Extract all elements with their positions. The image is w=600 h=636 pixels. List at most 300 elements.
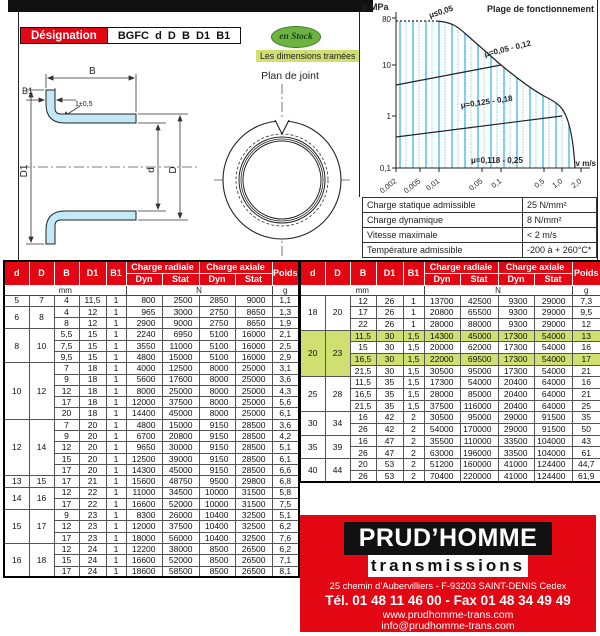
table-cell: 9150 bbox=[199, 419, 235, 430]
plan-de-joint-label: Plan de joint bbox=[261, 70, 319, 82]
cell-d: 18 bbox=[300, 295, 325, 330]
cell-D: 7 bbox=[29, 295, 54, 306]
col-header-dyn: Dyn bbox=[199, 273, 235, 285]
table-cell: 26 bbox=[376, 318, 403, 330]
table-cell: 1 bbox=[106, 521, 126, 532]
col-header-poids: Poids bbox=[572, 261, 600, 285]
table-cell: 16,5 bbox=[350, 389, 376, 401]
table-row bbox=[4, 306, 299, 317]
in-stock-badge: en Stock bbox=[271, 26, 321, 48]
x-tick: 0,01 bbox=[424, 176, 442, 193]
table-cell: 20 bbox=[79, 419, 106, 430]
table-cell: 69500 bbox=[460, 353, 498, 365]
table-cell: 9 bbox=[54, 431, 79, 442]
table-cell: 2850 bbox=[199, 295, 235, 306]
table-cell: 12 bbox=[54, 487, 79, 498]
table-cell: 12500 bbox=[126, 453, 162, 464]
table-cell: 8500 bbox=[199, 566, 235, 577]
table-cell: 1 bbox=[106, 374, 126, 385]
table-cell: 88000 bbox=[460, 318, 498, 330]
table-cell: 64000 bbox=[534, 400, 572, 412]
table-cell: 16 bbox=[350, 435, 376, 447]
table-cell: 1 bbox=[106, 385, 126, 396]
table-cell: 12000 bbox=[126, 397, 162, 408]
table-cell: 2 bbox=[403, 459, 424, 471]
cell-D: 17 bbox=[29, 510, 54, 544]
table-cell: 6,6 bbox=[272, 464, 299, 475]
table-cell: 9000 bbox=[162, 318, 199, 329]
table-cell: 5,1 bbox=[272, 442, 299, 453]
table-cell: 9150 bbox=[199, 431, 235, 442]
table-cell: 7,5 bbox=[54, 340, 79, 351]
cross-section-drawing bbox=[18, 62, 213, 258]
chart-ylabel: p MPa bbox=[362, 2, 389, 12]
table-cell: 1 bbox=[106, 318, 126, 329]
cell-d: 13 bbox=[4, 476, 29, 487]
table-cell: 11,5 bbox=[350, 330, 376, 342]
table-cell: 25 bbox=[572, 400, 600, 412]
condition-label: Vitesse maximale bbox=[363, 228, 523, 243]
brand-name: PRUD’HOMME bbox=[344, 522, 552, 555]
table-cell: 17300 bbox=[498, 353, 534, 365]
table-cell: 3000 bbox=[162, 306, 199, 317]
units-g: g bbox=[572, 285, 600, 295]
table-cell: 12 bbox=[54, 385, 79, 396]
table-cell: 65500 bbox=[460, 307, 498, 319]
table-cell: 14400 bbox=[126, 408, 162, 419]
dim-note: 1±0,5 bbox=[75, 101, 93, 108]
table-cell: 16 bbox=[572, 342, 600, 354]
table-cell: 35 bbox=[376, 389, 403, 401]
table-row bbox=[4, 329, 299, 340]
table-cell: 6,2 bbox=[272, 544, 299, 555]
cell-D: 23 bbox=[325, 330, 350, 377]
table-cell: 9150 bbox=[199, 453, 235, 464]
col-header-D1: D1 bbox=[376, 261, 403, 285]
table-cell: 8000 bbox=[199, 385, 235, 396]
table-cell: 2500 bbox=[162, 295, 199, 306]
table-cell: 2900 bbox=[126, 318, 162, 329]
table-cell: 21,5 bbox=[350, 365, 376, 377]
x-tick: 0,005 bbox=[401, 176, 423, 196]
col-header-d: d bbox=[4, 261, 29, 285]
table-cell: 23 bbox=[79, 510, 106, 521]
dim-B: B bbox=[89, 66, 96, 77]
table-cell: 8650 bbox=[235, 318, 272, 329]
col-header-stat: Stat bbox=[460, 273, 498, 285]
table-cell: 5100 bbox=[199, 340, 235, 351]
table-cell: 26500 bbox=[235, 544, 272, 555]
table-cell: 12 bbox=[54, 544, 79, 555]
table-cell: 24 bbox=[79, 544, 106, 555]
table-cell: 20400 bbox=[498, 400, 534, 412]
table-cell: 17300 bbox=[498, 365, 534, 377]
condition-label: Température admissible bbox=[363, 243, 523, 258]
table-cell: 18 bbox=[79, 397, 106, 408]
table-cell: 10400 bbox=[199, 510, 235, 521]
table-cell: 2,5 bbox=[272, 340, 299, 351]
table-cell: 6,1 bbox=[272, 453, 299, 464]
chart-xlabel: v m/s bbox=[575, 159, 596, 168]
table-cell: 1,5 bbox=[403, 377, 424, 389]
table-cell: 20 bbox=[79, 453, 106, 464]
col-header-stat: Stat bbox=[162, 273, 199, 285]
pv-chart bbox=[358, 0, 598, 197]
dim-d: d bbox=[146, 167, 157, 173]
table-cell: 18 bbox=[79, 374, 106, 385]
cell-d: 15 bbox=[4, 510, 29, 544]
x-tick: 0,002 bbox=[377, 176, 399, 196]
col-header-charge-radiale: Charge radiale bbox=[424, 261, 498, 273]
table-cell: 29000 bbox=[534, 318, 572, 330]
table-cell: 5100 bbox=[199, 351, 235, 362]
table-cell: 2750 bbox=[199, 318, 235, 329]
table-cell: 45000 bbox=[162, 408, 199, 419]
col-header-B: B bbox=[350, 261, 376, 285]
table-cell: 9,5 bbox=[572, 307, 600, 319]
table-cell: 4800 bbox=[126, 351, 162, 362]
table-cell: 1 bbox=[106, 340, 126, 351]
table-cell: 1,5 bbox=[403, 342, 424, 354]
table-cell: 12500 bbox=[162, 363, 199, 374]
y-tick: 10 bbox=[382, 61, 391, 70]
table-row bbox=[4, 476, 299, 487]
table-cell: 15 bbox=[54, 555, 79, 566]
table-cell: 29000 bbox=[534, 307, 572, 319]
cell-d: 20 bbox=[300, 330, 325, 377]
table-cell: 1 bbox=[403, 307, 424, 319]
table-cell: 15600 bbox=[126, 476, 162, 487]
table-cell: 8000 bbox=[126, 385, 162, 396]
table-cell: 16600 bbox=[126, 555, 162, 566]
table-cell: 2240 bbox=[126, 329, 162, 340]
cell-d: 30 bbox=[300, 412, 325, 435]
table-row bbox=[363, 243, 597, 258]
top-banner bbox=[8, 0, 373, 12]
condition-label: Charge statique admissible bbox=[363, 198, 523, 213]
table-cell: 6,8 bbox=[272, 476, 299, 487]
table-cell: 9300 bbox=[498, 295, 534, 307]
table-cell: 6700 bbox=[126, 431, 162, 442]
table-cell: 44,7 bbox=[572, 459, 600, 471]
table-cell: 41000 bbox=[498, 470, 534, 482]
table-row bbox=[300, 330, 600, 342]
table-cell: 9300 bbox=[498, 307, 534, 319]
table-cell: 47 bbox=[376, 447, 403, 459]
table-cell: 4800 bbox=[126, 419, 162, 430]
table-cell: 196000 bbox=[460, 447, 498, 459]
cell-D: 10 bbox=[29, 329, 54, 363]
table-cell: 11000 bbox=[126, 487, 162, 498]
table-cell: 25000 bbox=[235, 397, 272, 408]
table-cell: 33500 bbox=[498, 435, 534, 447]
dim-B1: B1 bbox=[22, 86, 34, 96]
mu-label-3: μ=0,125 - 0,18 bbox=[460, 93, 514, 110]
table-cell: 34500 bbox=[162, 487, 199, 498]
table-row bbox=[363, 213, 597, 228]
table-row bbox=[300, 459, 600, 471]
table-cell: 6,1 bbox=[272, 408, 299, 419]
table-cell: 21,5 bbox=[350, 400, 376, 412]
table-cell: 54000 bbox=[534, 342, 572, 354]
table-cell: 20800 bbox=[162, 431, 199, 442]
table-cell: 52000 bbox=[162, 555, 199, 566]
table-cell: 28500 bbox=[235, 464, 272, 475]
table-cell: 62000 bbox=[460, 342, 498, 354]
table-cell: 95000 bbox=[460, 412, 498, 424]
dimension-table-left bbox=[3, 260, 300, 578]
table-cell: 16600 bbox=[126, 498, 162, 509]
table-cell: 9150 bbox=[199, 442, 235, 453]
table-cell: 28500 bbox=[235, 419, 272, 430]
table-cell: 25000 bbox=[235, 385, 272, 396]
table-cell: 35 bbox=[572, 412, 600, 424]
col-header-charge-radiale: Charge radiale bbox=[126, 261, 199, 273]
table-cell: 12000 bbox=[126, 521, 162, 532]
table-cell: 23 bbox=[79, 532, 106, 543]
table-cell: 15 bbox=[79, 329, 106, 340]
table-cell: 9 bbox=[54, 374, 79, 385]
units-g: g bbox=[272, 285, 299, 295]
table-cell: 42 bbox=[376, 412, 403, 424]
table-cell: 45000 bbox=[162, 464, 199, 475]
table-cell: 48750 bbox=[162, 476, 199, 487]
table-cell: 1 bbox=[106, 487, 126, 498]
brand-subtitle: transmissions bbox=[368, 555, 528, 577]
table-cell: 30500 bbox=[424, 365, 460, 377]
table-cell: 965 bbox=[126, 306, 162, 317]
table-cell: 9650 bbox=[126, 442, 162, 453]
table-cell: 91500 bbox=[534, 424, 572, 436]
table-cell: 26500 bbox=[235, 566, 272, 577]
table-cell: 26 bbox=[350, 447, 376, 459]
table-cell: 42500 bbox=[460, 295, 498, 307]
brand-address: 25 chemin d’Aubervilliers - F-93203 SAINT-DENIS Cedex bbox=[329, 581, 567, 591]
table-cell: 5,8 bbox=[272, 487, 299, 498]
table-cell: 1 bbox=[106, 453, 126, 464]
table-cell: 1,1 bbox=[272, 295, 299, 306]
table-cell: 17 bbox=[54, 532, 79, 543]
table-cell: 14300 bbox=[126, 464, 162, 475]
table-cell: 124400 bbox=[534, 470, 572, 482]
table-cell: 30500 bbox=[424, 412, 460, 424]
table-cell: 24 bbox=[79, 555, 106, 566]
table-cell: 1 bbox=[106, 442, 126, 453]
dim-D: D bbox=[168, 166, 179, 174]
table-cell: 2 bbox=[403, 424, 424, 436]
table-cell: 7,3 bbox=[572, 295, 600, 307]
table-cell: 170000 bbox=[460, 424, 498, 436]
table-row bbox=[363, 228, 597, 243]
table-cell: 1 bbox=[106, 419, 126, 430]
table-cell: 38000 bbox=[162, 544, 199, 555]
table-cell: 1 bbox=[106, 431, 126, 442]
table-cell: 95000 bbox=[460, 365, 498, 377]
table-cell: 16 bbox=[350, 412, 376, 424]
table-cell: 32500 bbox=[235, 510, 272, 521]
table-cell: 1,5 bbox=[403, 389, 424, 401]
table-cell: 21 bbox=[79, 476, 106, 487]
table-cell: 10000 bbox=[199, 498, 235, 509]
cell-d: 40 bbox=[300, 459, 325, 482]
table-cell: 16 bbox=[572, 377, 600, 389]
table-cell: 20 bbox=[79, 442, 106, 453]
cell-D: 16 bbox=[29, 487, 54, 510]
table-cell: 22 bbox=[350, 318, 376, 330]
table-cell: 9150 bbox=[199, 464, 235, 475]
cell-D: 20 bbox=[325, 295, 350, 330]
condition-label: Charge dynamique bbox=[363, 213, 523, 228]
condition-value: 8 N/mm² bbox=[523, 213, 597, 228]
table-cell: 1 bbox=[106, 510, 126, 521]
table-cell: 18600 bbox=[126, 566, 162, 577]
x-tick: 2,0 bbox=[569, 176, 584, 191]
table-cell: 1 bbox=[106, 306, 126, 317]
table-cell: 4,2 bbox=[272, 431, 299, 442]
table-row bbox=[300, 412, 600, 424]
table-cell: 8500 bbox=[199, 544, 235, 555]
table-cell: 22 bbox=[79, 498, 106, 509]
dim-D1: D1 bbox=[19, 164, 30, 178]
cell-d: 14 bbox=[4, 487, 29, 510]
table-cell: 3,1 bbox=[272, 363, 299, 374]
table-cell: 24 bbox=[79, 566, 106, 577]
table-cell: 17300 bbox=[424, 377, 460, 389]
table-cell: 52000 bbox=[162, 498, 199, 509]
table-cell: 1 bbox=[106, 532, 126, 543]
table-cell: 30000 bbox=[162, 442, 199, 453]
table-cell: 9500 bbox=[199, 476, 235, 487]
table-cell: 54000 bbox=[424, 424, 460, 436]
table-cell: 20400 bbox=[498, 389, 534, 401]
table-cell: 12200 bbox=[126, 544, 162, 555]
table-cell: 8000 bbox=[199, 363, 235, 374]
col-header-charge-axiale: Charge axiale bbox=[498, 261, 572, 273]
table-cell: 39000 bbox=[162, 453, 199, 464]
col-header-dyn: Dyn bbox=[424, 273, 460, 285]
cell-D: 15 bbox=[29, 476, 54, 487]
col-header-stat: Stat bbox=[534, 273, 572, 285]
table-cell: 4 bbox=[54, 295, 79, 306]
table-cell: 20 bbox=[54, 408, 79, 419]
table-cell: 5,5 bbox=[54, 329, 79, 340]
table-cell: 9,5 bbox=[54, 351, 79, 362]
table-cell: 10000 bbox=[199, 487, 235, 498]
table-cell: 70400 bbox=[424, 470, 460, 482]
table-cell: 53 bbox=[376, 470, 403, 482]
table-cell: 14300 bbox=[424, 330, 460, 342]
table-cell: 104000 bbox=[534, 447, 572, 459]
table-cell: 1,9 bbox=[272, 318, 299, 329]
table-cell: 25000 bbox=[235, 374, 272, 385]
col-header-d: d bbox=[300, 261, 325, 285]
table-cell: 30 bbox=[376, 342, 403, 354]
table-cell: 54000 bbox=[534, 365, 572, 377]
table-cell: 22 bbox=[79, 487, 106, 498]
table-cell: 220000 bbox=[460, 470, 498, 482]
col-header-stat: Stat bbox=[235, 273, 272, 285]
table-cell: 37500 bbox=[424, 400, 460, 412]
table-cell: 29000 bbox=[498, 412, 534, 424]
table-cell: 12 bbox=[54, 521, 79, 532]
table-cell: 16,5 bbox=[350, 353, 376, 365]
table-row bbox=[300, 435, 600, 447]
table-cell: 17 bbox=[350, 307, 376, 319]
table-cell: 17 bbox=[572, 353, 600, 365]
table-cell: 1 bbox=[403, 318, 424, 330]
table-cell: 9300 bbox=[498, 318, 534, 330]
table-cell: 12 bbox=[54, 442, 79, 453]
x-tick: 0,5 bbox=[532, 176, 547, 191]
table-cell: 61 bbox=[572, 447, 600, 459]
col-header-B1: B1 bbox=[106, 261, 126, 285]
table-cell: 2 bbox=[403, 447, 424, 459]
table-cell: 11000 bbox=[162, 340, 199, 351]
table-cell: 1 bbox=[106, 329, 126, 340]
table-cell: 1 bbox=[106, 351, 126, 362]
table-cell: 1 bbox=[106, 295, 126, 306]
col-header-D: D bbox=[29, 261, 54, 285]
condition-value: 25 N/mm² bbox=[523, 198, 597, 213]
table-cell: 8000 bbox=[199, 408, 235, 419]
table-cell: 6,2 bbox=[272, 521, 299, 532]
table-cell: 30 bbox=[376, 353, 403, 365]
table-cell: 47 bbox=[376, 435, 403, 447]
units-mm: mm bbox=[4, 285, 126, 295]
table-cell: 5,1 bbox=[272, 510, 299, 521]
table-cell: 17 bbox=[54, 464, 79, 475]
table-cell: 7,6 bbox=[272, 532, 299, 543]
table-cell: 17 bbox=[54, 498, 79, 509]
table-cell: 28000 bbox=[424, 318, 460, 330]
table-cell: 50 bbox=[572, 424, 600, 436]
table-cell: 26 bbox=[350, 424, 376, 436]
table-cell: 33500 bbox=[498, 447, 534, 459]
table-cell: 58500 bbox=[162, 566, 199, 577]
table-cell: 160000 bbox=[460, 459, 498, 471]
table-cell: 110000 bbox=[460, 435, 498, 447]
table-cell: 1 bbox=[106, 476, 126, 487]
y-tick: 1 bbox=[386, 112, 391, 121]
brand-block bbox=[300, 515, 596, 632]
table-cell: 8000 bbox=[199, 374, 235, 385]
table-cell: 31500 bbox=[235, 487, 272, 498]
brand-email: info@prudhomme-trans.com bbox=[381, 620, 515, 632]
table-row bbox=[363, 198, 597, 213]
table-row bbox=[4, 419, 299, 430]
cell-D: 44 bbox=[325, 459, 350, 482]
table-row bbox=[4, 487, 299, 498]
table-cell: 12 bbox=[572, 318, 600, 330]
table-cell: 104000 bbox=[534, 435, 572, 447]
table-cell: 12 bbox=[79, 306, 106, 317]
col-header-D: D bbox=[325, 261, 350, 285]
table-row bbox=[4, 363, 299, 374]
table-cell: 61,9 bbox=[572, 470, 600, 482]
table-cell: 42 bbox=[376, 424, 403, 436]
table-cell: 1,5 bbox=[403, 353, 424, 365]
col-header-D1: D1 bbox=[79, 261, 106, 285]
table-cell: 18 bbox=[79, 363, 106, 374]
table-cell: 64000 bbox=[534, 377, 572, 389]
table-cell: 1 bbox=[403, 295, 424, 307]
table-cell: 5600 bbox=[126, 374, 162, 385]
table-cell: 25000 bbox=[235, 363, 272, 374]
table-cell: 64000 bbox=[534, 389, 572, 401]
table-cell: 22000 bbox=[424, 353, 460, 365]
table-cell: 2750 bbox=[199, 306, 235, 317]
table-row bbox=[300, 295, 600, 307]
